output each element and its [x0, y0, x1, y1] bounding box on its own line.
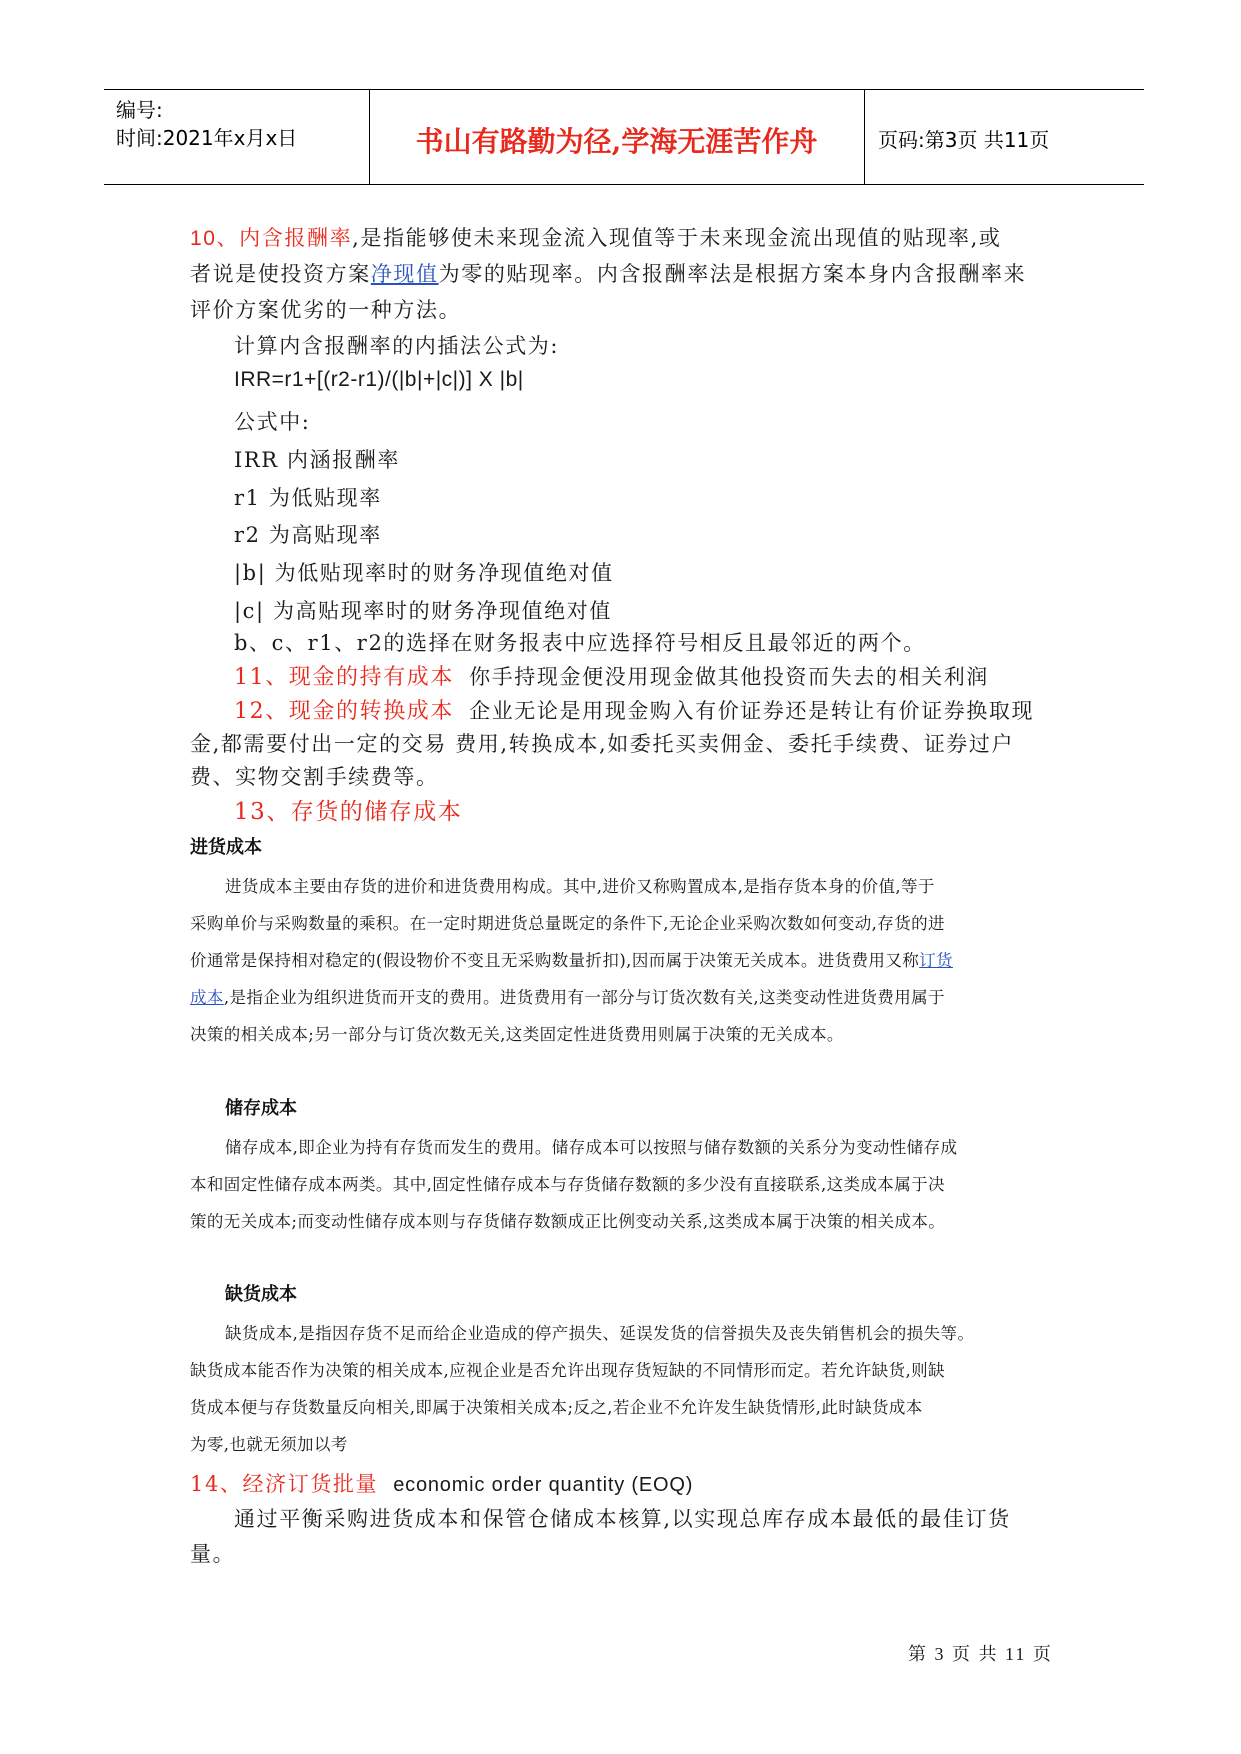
definition-irr: IRR 内涵报酬率 [234, 448, 400, 472]
section-10-text-1: ,是指能够使未来现金流入现值等于未来现金流出现值的贴现率,或 [352, 226, 1002, 250]
section-11-line [234, 660, 989, 691]
purchase-cost-line-1: 进货成本主要由存货的进价和进货费用构成。其中,进价又称购置成本,是指存货本身的价值,等于 [225, 877, 935, 896]
definition-b: |b| 为低贴现率时的财务净现值绝对值 [234, 561, 614, 585]
section-14-title: 14、经济订货批量 [190, 1472, 379, 1496]
selection-note: b、c、r1、r2的选择在财务报表中应选择符号相反且最邻近的两个。 [234, 631, 926, 655]
section-14-description-1: 通过平衡采购进货成本和保管仓储成本核算,以实现总库存成本最低的最佳订货 [234, 1507, 1011, 1531]
definition-r2: r2 为高贴现率 [234, 523, 382, 547]
section-10-text-2a: 者说是使投资方案 [190, 262, 371, 286]
section-12-text-1: 企业无论是用现金购入有价证券还是转让有价证券换取现 [469, 699, 1035, 723]
definition-r1: r1 为低贴现率 [234, 486, 382, 510]
section-12-text-3: 费、实物交割手续费等。 [190, 765, 439, 789]
section-14-english-term: economic order quantity (EOQ) [393, 1474, 694, 1496]
section-10-number: 10、 [190, 227, 240, 250]
storage-cost-heading: 储存成本 [225, 1098, 297, 1119]
document-time-label: 时间:2021年x月x日 [116, 126, 298, 150]
shortage-cost-line-1: 缺货成本,是指因存货不足而给企业造成的停产损失、延误发货的信誉损失及丧失销售机会的损失等。 [225, 1324, 975, 1343]
shortage-cost-line-3: 货成本便与存货数量反向相关,即属于决策相关成本;反之,若企业不允许发生缺货情形,此时缺货成本 [190, 1398, 923, 1417]
section-12-title: 12、现金的转换成本 [234, 699, 454, 724]
section-10-line-3: 评价方案优劣的一种方法。 [190, 298, 462, 322]
formula-where-label: 公式中: [234, 410, 311, 434]
shortage-cost-line-4: 为零,也就无须加以考 [190, 1435, 348, 1454]
storage-cost-line-2: 本和固定性储存成本两类。其中,固定性储存成本与存货储存数额的多少没有直接联系,这类成本属于决 [190, 1175, 945, 1194]
purchase-cost-line-2: 采购单价与采购数量的乘积。在一定时期进货总量既定的条件下,无论企业采购次数如何变动,存货的进 [190, 914, 945, 933]
definition-c: |c| 为高贴现率时的财务净现值绝对值 [234, 599, 612, 623]
header-motto: 书山有路勤为径,学海无涯苦作舟 [415, 125, 818, 158]
document-number-label: 编号: [116, 98, 163, 122]
net-present-value-link[interactable]: 净现值 [370, 262, 439, 286]
formula-intro: 计算内含报酬率的内插法公式为: [234, 334, 560, 358]
order-cost-link-a[interactable]: 订货 [919, 951, 953, 970]
storage-cost-line-1: 储存成本,即企业为持有存货而发生的费用。储存成本可以按照与储存数额的关系分为变动性储存成 [225, 1138, 958, 1157]
section-11-title: 11、现金的持有成本 [234, 665, 454, 690]
purchase-cost-heading: 进货成本 [190, 837, 262, 858]
section-10-line-1 [190, 222, 1002, 252]
purchase-cost-line-4 [190, 984, 945, 1008]
purchase-cost-line-5: 决策的相关成本;另一部分与订货次数无关,这类固定性进货费用则属于决策的无关成本。 [190, 1025, 844, 1044]
section-14-line [190, 1468, 693, 1498]
purchase-cost-line-4-text: ,是指企业为组织进货而开支的费用。进货费用有一部分与订货次数有关,这类变动性进货费用属于 [223, 988, 945, 1007]
section-13-title: 13、存货的储存成本 [234, 799, 463, 825]
storage-cost-line-3: 策的无关成本;而变动性储存成本则与存货储存数额成正比例变动关系,这类成本属于决策的相关成本。 [190, 1212, 946, 1231]
shortage-cost-heading: 缺货成本 [225, 1284, 297, 1305]
section-10-term: 内含报酬率 [239, 226, 353, 250]
header-page-number: 页码:第3页 共11页 [878, 128, 1050, 152]
irr-formula: IRR=r1+[(r2-r1)/(|b|+|c|)] X |b| [234, 368, 524, 391]
section-12-text-2: 金,都需要付出一定的交易 费用,转换成本,如委托买卖佣金、委托手续费、证券过户 [190, 732, 1015, 756]
purchase-cost-line-3-text: 价通常是保持相对稳定的(假设物价不变且无采购数量折扣),因而属于决策无关成本。进货费用又称 [190, 951, 920, 970]
order-cost-link-b[interactable]: 成本 [190, 988, 224, 1007]
section-10-line-2 [190, 258, 1026, 288]
header-left-cell [104, 90, 370, 184]
purchase-cost-line-3 [190, 947, 953, 971]
section-12-line-1 [234, 694, 1034, 725]
header-right-cell [864, 90, 1144, 184]
page-footer: 第 3 页 共 11 页 [908, 1644, 1053, 1664]
section-11-description: 你手持现金便没用现金做其他投资而失去的相关利润 [469, 665, 989, 689]
section-14-description-2: 量。 [190, 1542, 236, 1566]
section-10-text-2b: 为零的贴现率。内含报酬率法是根据方案本身内含报酬率来 [438, 262, 1027, 286]
header-middle-cell [369, 90, 865, 184]
shortage-cost-line-2: 缺货成本能否作为决策的相关成本,应视企业是否允许出现存货短缺的不同情形而定。若允许缺货,则缺 [190, 1361, 945, 1380]
header-table [104, 89, 1144, 185]
